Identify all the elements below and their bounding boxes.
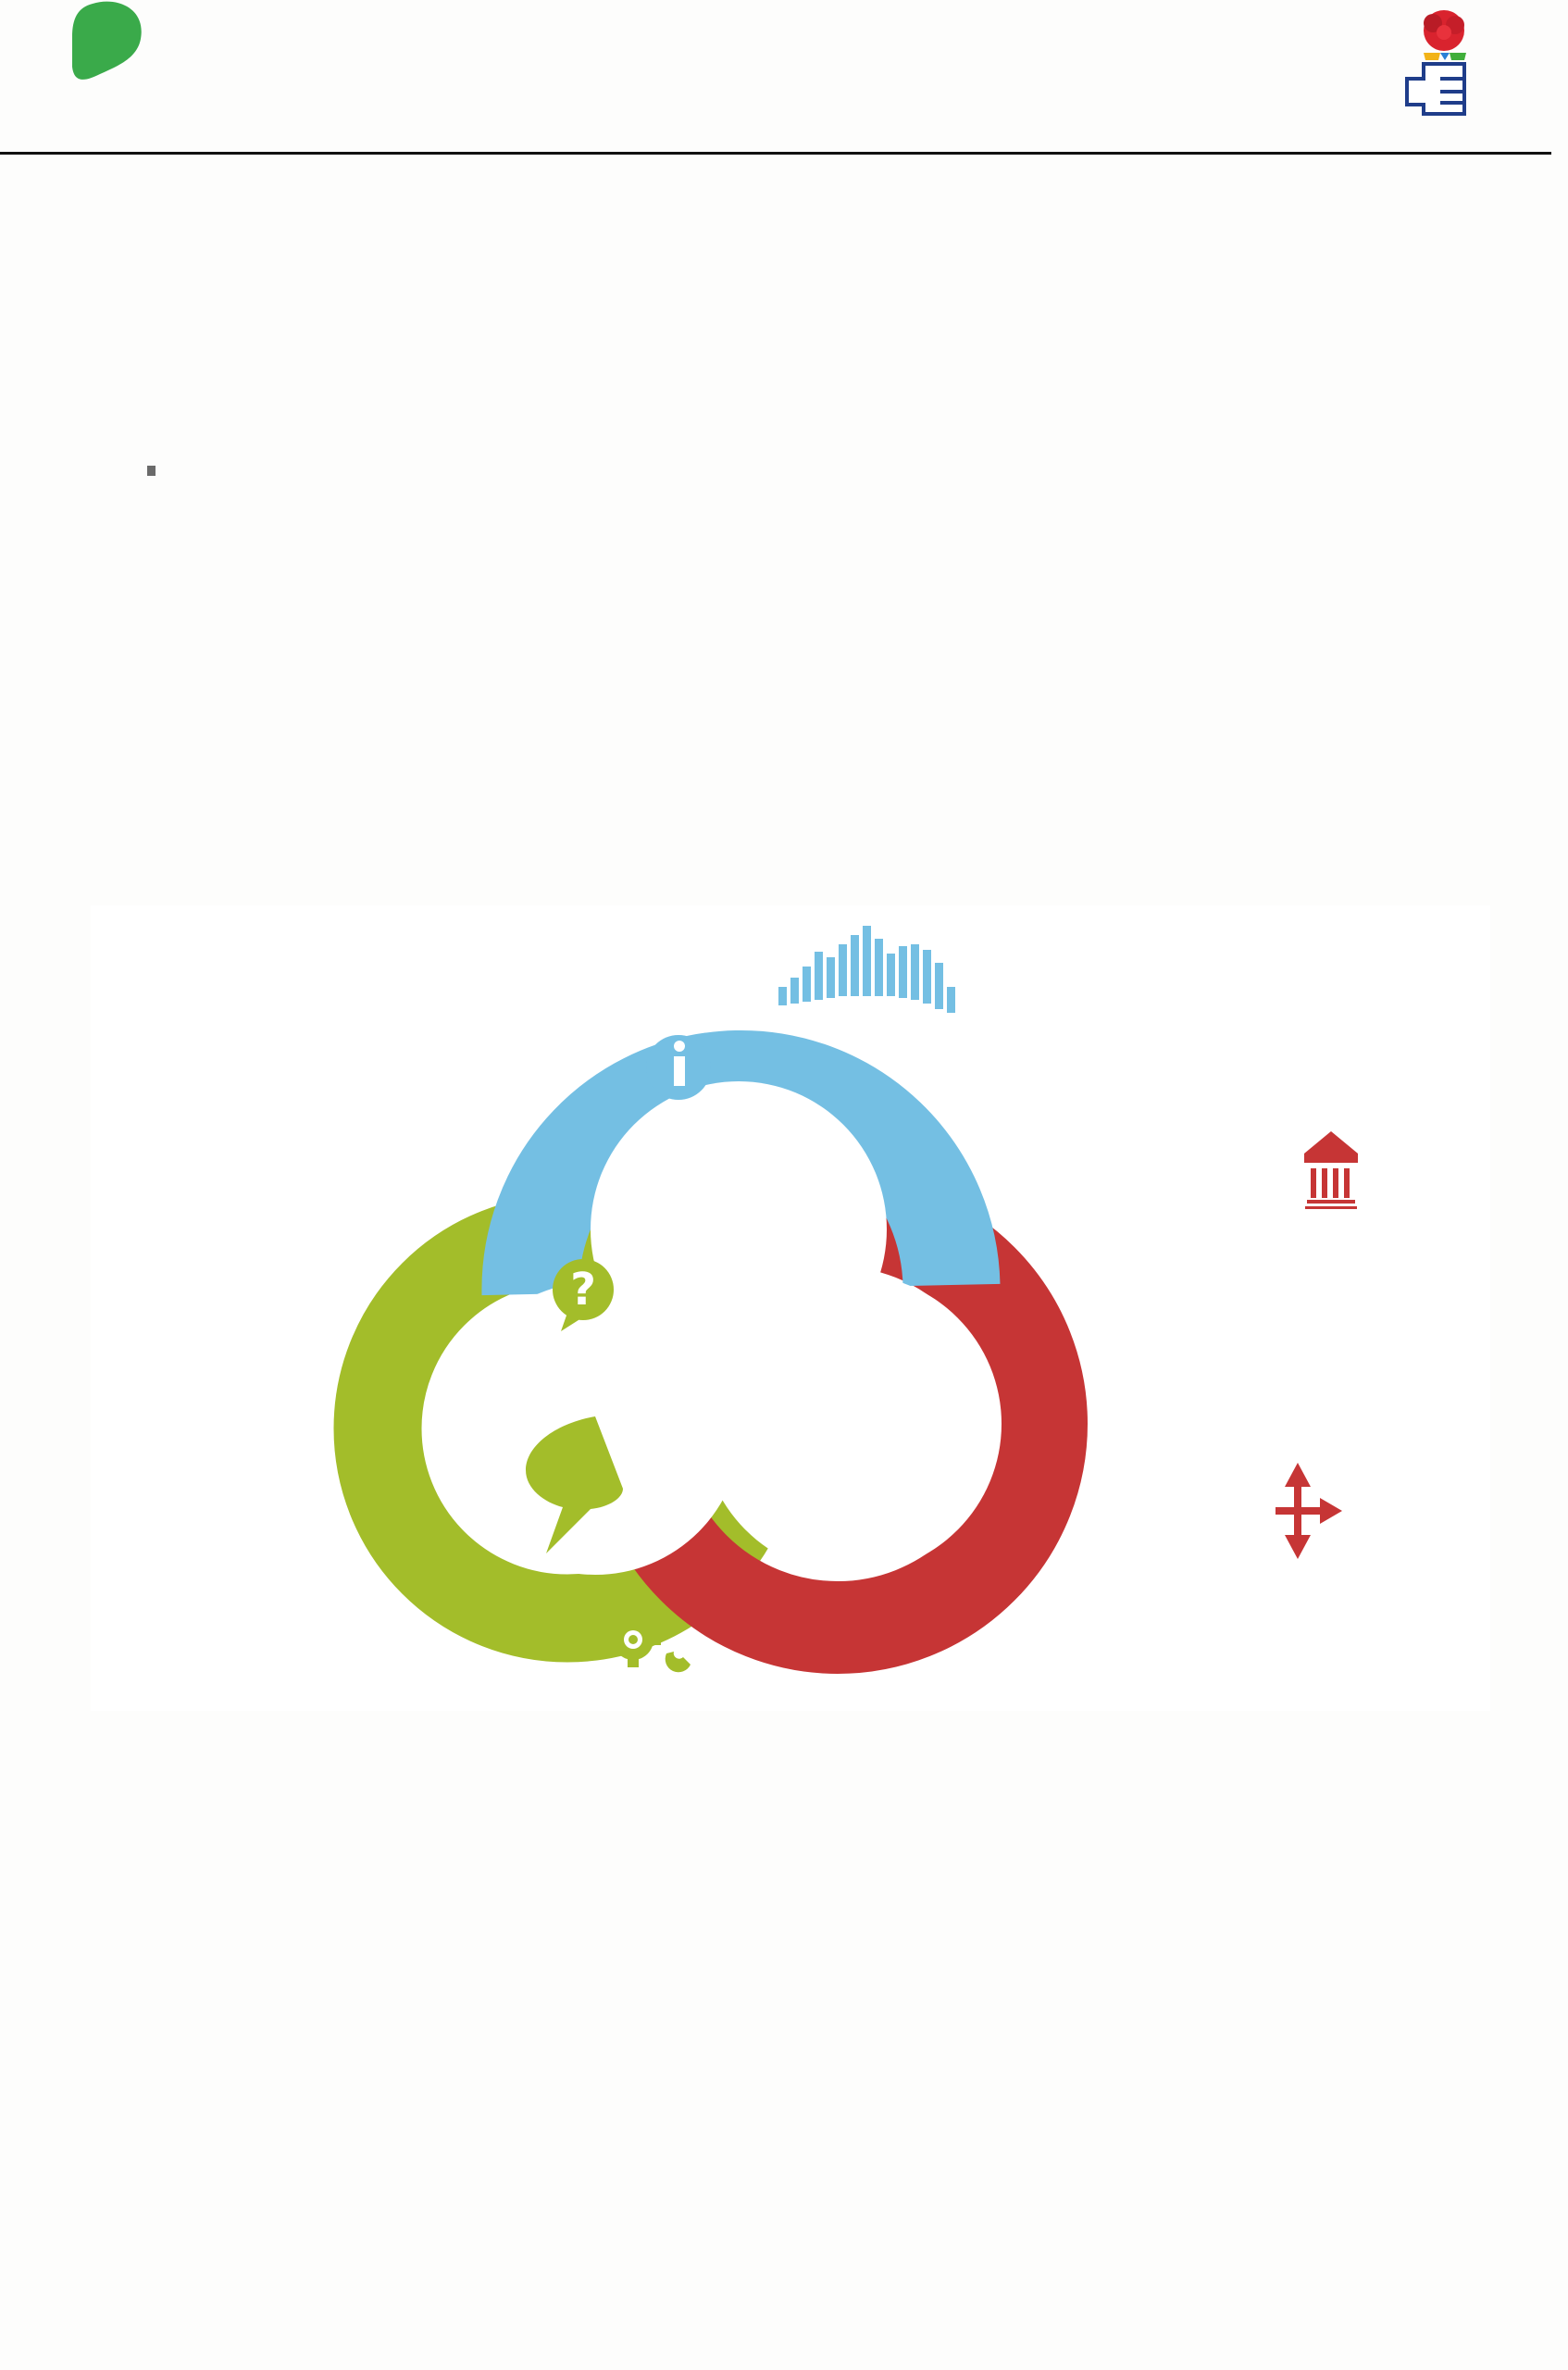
intro-paragraph <box>93 268 1481 318</box>
info-icon <box>646 1035 711 1100</box>
intro-lead-word <box>93 273 263 311</box>
pdt-logo <box>1259 5 1481 120</box>
rose-fist-icon <box>1407 10 1466 114</box>
bar-chart-icon <box>778 926 955 1013</box>
open-government-infographic <box>91 905 1490 1711</box>
building-icon <box>1304 1131 1358 1209</box>
directions-arrows-icon <box>1276 1463 1342 1559</box>
svg-text:?: ? <box>570 1264 596 1316</box>
podemos-logo <box>65 0 347 125</box>
header-divider <box>0 152 1551 155</box>
pillars-diagram <box>91 905 1490 1711</box>
